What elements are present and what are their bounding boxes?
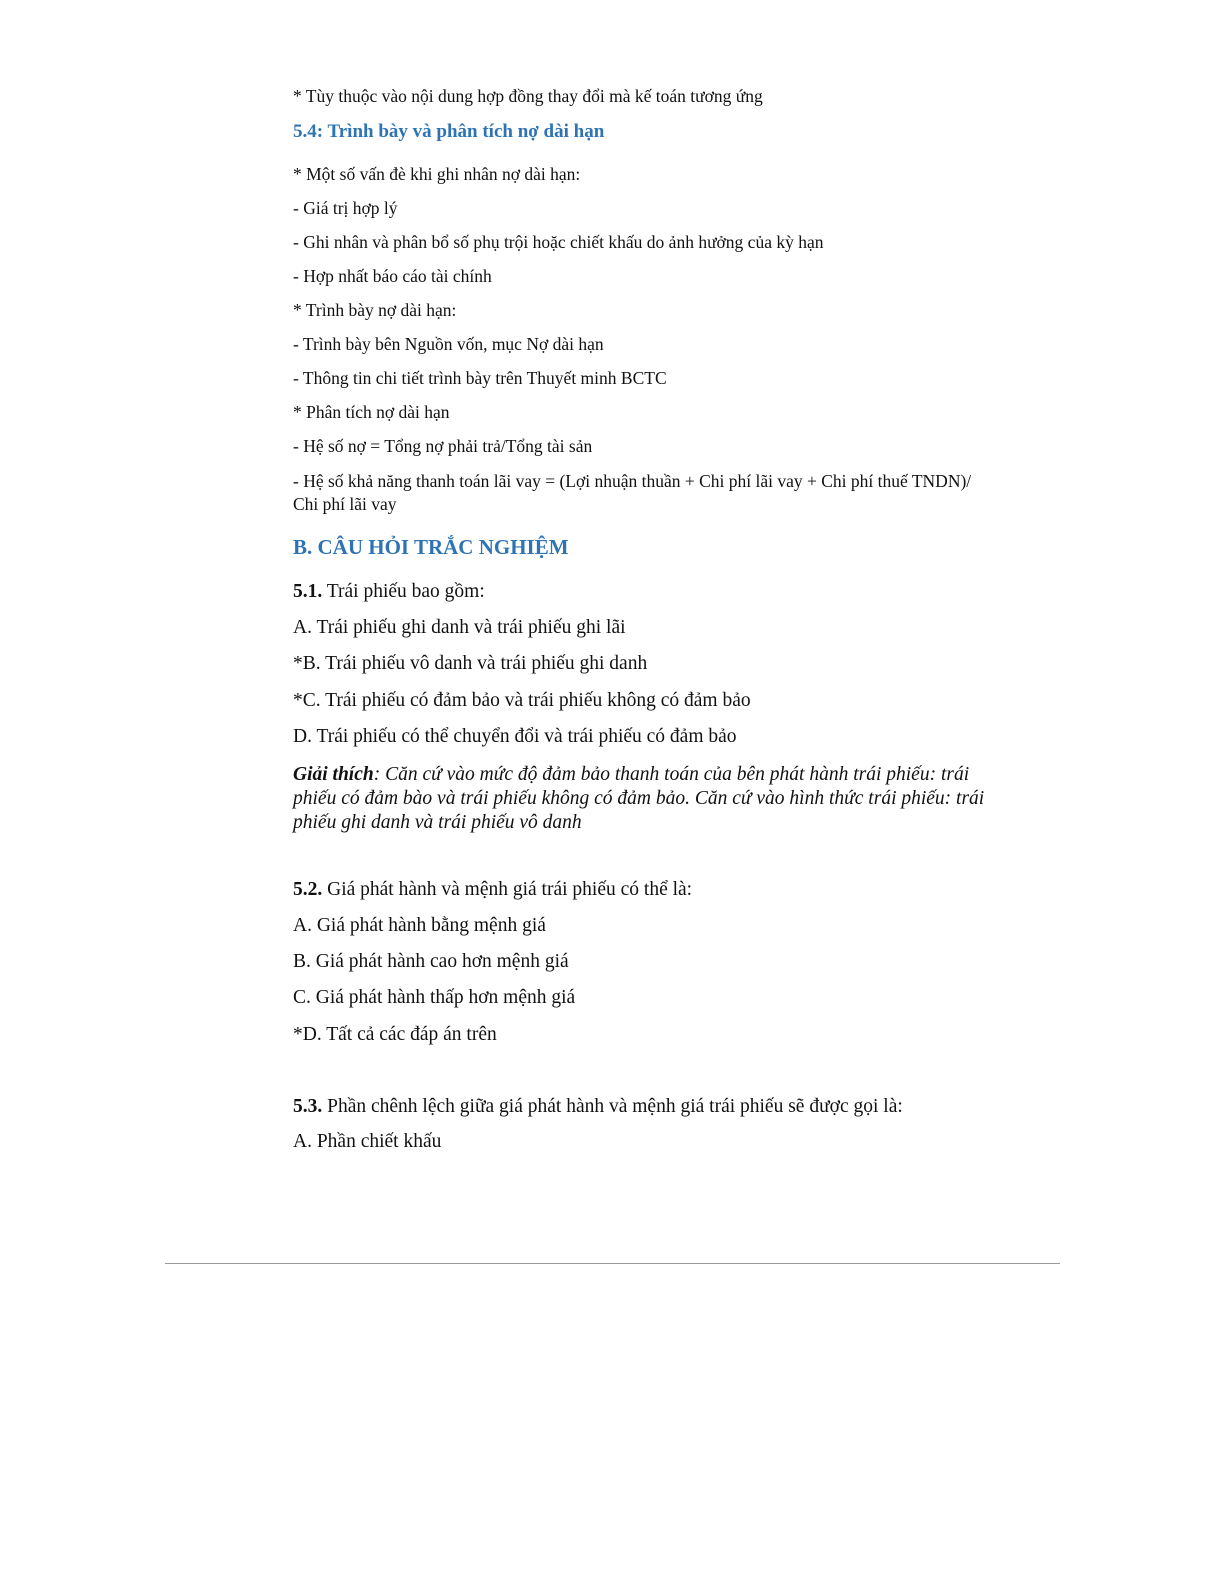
section-5-4-line: * Trình bày nợ dài hạn: xyxy=(293,300,457,320)
question-5-3 xyxy=(293,1097,903,1117)
answer-option: A. Phần chiết khấu xyxy=(293,1131,442,1152)
section-5-4-line: - Trình bày bên Nguồn vốn, mục Nợ dài hạn xyxy=(293,334,604,354)
footer-divider xyxy=(165,1263,1060,1264)
section-5-4-line: * Phân tích nợ dài hạn xyxy=(293,402,450,422)
explanation-lead: Giải thích xyxy=(293,764,374,785)
question-text: Phần chênh lệch giữa giá phát hành và mệnh giá trái phiếu sẽ được gọi là: xyxy=(322,1096,903,1117)
explanation-text: : Căn cứ vào mức độ đảm bảo thanh toán của bên phát hành trái phiếu: trái phiếu có đảm bào và trái phiếu không có đảm bảo. Căn cứ vào hình thức trái phiếu: trái phiếu ghi danh và trái phiếu vô danh xyxy=(293,764,985,833)
section-5-4-heading: 5.4: Trình bày và phân tích nợ dài hạn xyxy=(293,121,605,142)
answer-option: A. Giá phát hành bằng mệnh giá xyxy=(293,915,546,936)
interest-coverage-ratio-line: - Hệ số khả năng thanh toán lãi vay = (Lợi nhuận thuần + Chi phí lãi vay + Chi phí thuế TNDN)/ Chi phí lãi vay xyxy=(293,471,972,514)
explanation-paragraph xyxy=(293,763,993,835)
question-number: 5.2. xyxy=(293,879,323,900)
question-text: Trái phiếu bao gồm: xyxy=(322,581,485,602)
answer-option: *B. Trái phiếu vô danh và trái phiếu ghi danh xyxy=(293,653,648,674)
answer-option: B. Giá phát hành cao hơn mệnh giá xyxy=(293,951,569,972)
section-b-heading: B. CÂU HỎI TRẮC NGHIỆM xyxy=(293,535,569,559)
section-5-4-line: - Thông tin chi tiết trình bày trên Thuyết minh BCTC xyxy=(293,368,667,388)
answer-option: A. Trái phiếu ghi danh và trái phiếu ghi lãi xyxy=(293,617,626,638)
answer-option: C. Giá phát hành thấp hơn mệnh giá xyxy=(293,987,576,1008)
section-5-4-line: - Hệ số nợ = Tổng nợ phải trả/Tổng tài sản xyxy=(293,436,593,456)
answer-option: D. Trái phiếu có thể chuyển đổi và trái phiếu có đảm bảo xyxy=(293,726,737,747)
section-5-4-line: - Ghi nhân và phân bổ số phụ trội hoặc chiết khấu do ảnh hưởng của kỳ hạn xyxy=(293,232,824,252)
question-text: Giá phát hành và mệnh giá trái phiếu có thể là: xyxy=(322,879,693,900)
section-5-4-line: - Hợp nhất báo cáo tài chính xyxy=(293,266,492,286)
section-5-4-line: - Giá trị hợp lý xyxy=(293,198,398,218)
question-5-2 xyxy=(293,880,692,900)
question-number: 5.1. xyxy=(293,581,323,602)
question-number: 5.3. xyxy=(293,1096,323,1117)
answer-option: *D. Tất cả các đáp án trên xyxy=(293,1024,497,1045)
question-5-1 xyxy=(293,582,485,602)
section-5-4-line: * Một số vấn đè khi ghi nhân nợ dài hạn: xyxy=(293,164,581,184)
intro-line: * Tùy thuộc vào nội dung hợp đồng thay đổi mà kế toán tương ứng xyxy=(293,86,763,106)
answer-option: *C. Trái phiếu có đảm bảo và trái phiếu không có đảm bảo xyxy=(293,690,751,711)
